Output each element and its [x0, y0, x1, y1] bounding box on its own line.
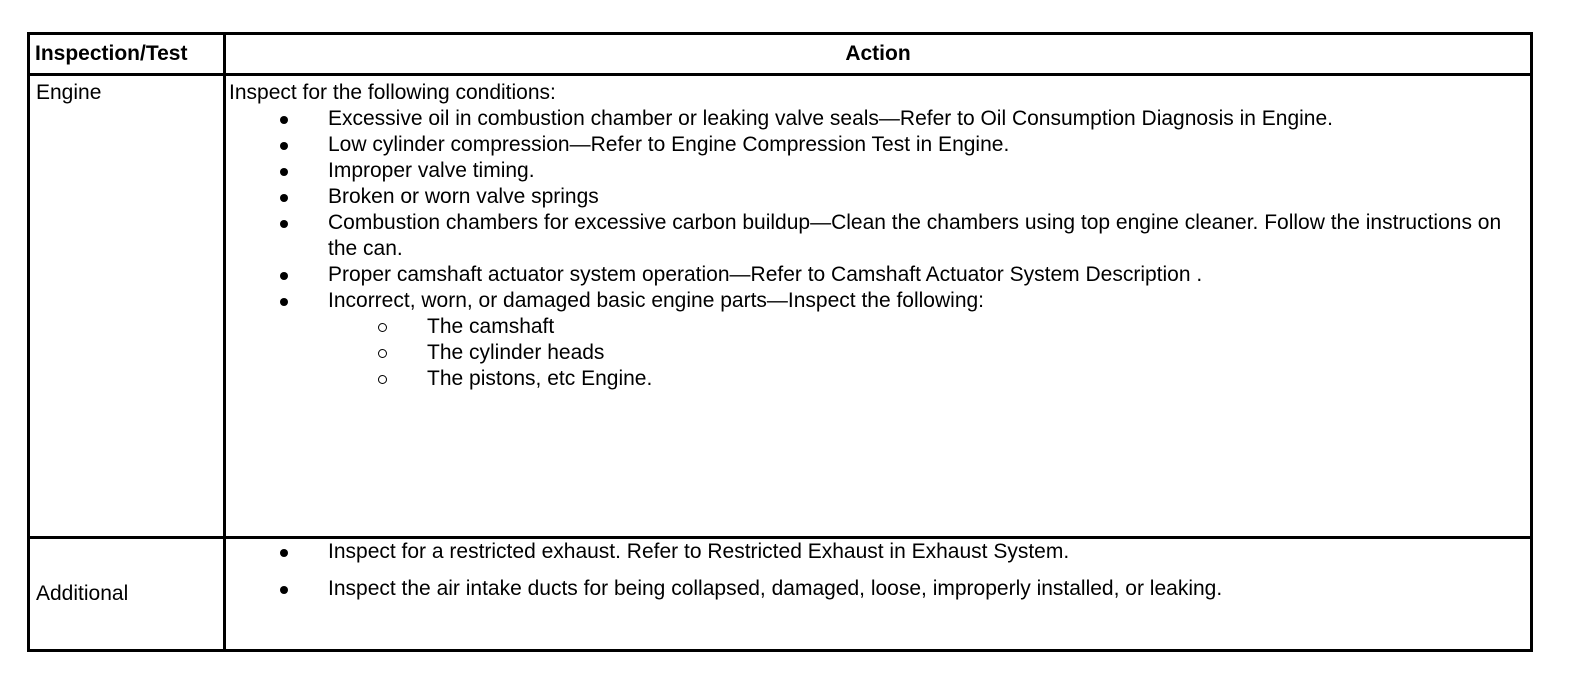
list-item: Combustion chambers for excessive carbon buildup—Clean the chambers using top engine cleaner. Follow the instructions on the can.	[226, 210, 1530, 262]
engine-parts-sublist	[328, 314, 1522, 392]
row-label-engine: Engine	[29, 75, 225, 538]
diagnostic-table	[27, 32, 1533, 652]
list-item: Improper valve timing.	[226, 158, 1530, 184]
list-item: Low cylinder compression—Refer to Engine Compression Test in Engine.	[226, 132, 1530, 158]
header-row	[29, 34, 1532, 75]
row-label-additional: Additional	[29, 538, 225, 651]
table-row	[29, 538, 1532, 651]
additional-actions-list	[226, 539, 1530, 602]
list-item: Broken or worn valve springs	[226, 184, 1530, 210]
list-item: Inspect for a restricted exhaust. Refer to Restricted Exhaust in Exhaust System.	[226, 539, 1530, 565]
list-item: Inspect the air intake ducts for being collapsed, damaged, loose, improperly installed, or leaking.	[226, 576, 1530, 602]
action-cell-additional	[225, 538, 1532, 651]
engine-conditions-list	[226, 106, 1530, 392]
sublist-item: The pistons, etc Engine.	[328, 366, 1522, 392]
list-item: Proper camshaft actuator system operation—Refer to Camshaft Actuator System Description .	[226, 262, 1530, 288]
header-inspection-test: Inspection/Test	[29, 34, 225, 75]
header-action: Action	[225, 34, 1532, 75]
list-item-parts	[226, 288, 1530, 392]
sublist-item: The camshaft	[328, 314, 1522, 340]
list-item-text: Incorrect, worn, or damaged basic engine parts—Inspect the following:	[328, 289, 985, 312]
table-row	[29, 75, 1532, 538]
engine-intro-text: Inspect for the following conditions:	[229, 81, 556, 104]
list-item: Excessive oil in combustion chamber or leaking valve seals—Refer to Oil Consumption Diagnosis in Engine.	[226, 106, 1530, 132]
sublist-item: The cylinder heads	[328, 340, 1522, 366]
action-cell-engine	[225, 75, 1532, 538]
